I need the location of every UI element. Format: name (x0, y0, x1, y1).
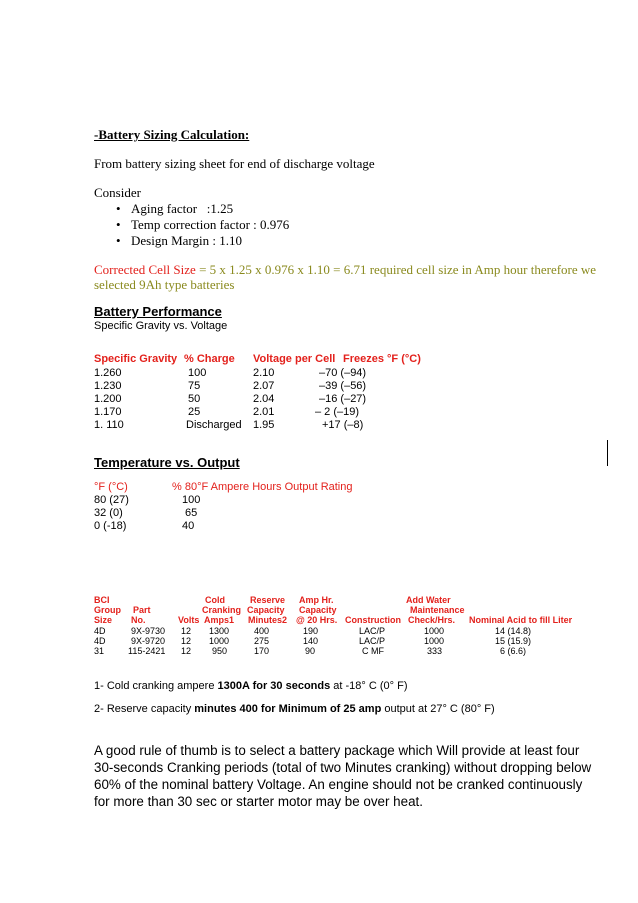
temperature-title: Temperature vs. Output (94, 455, 240, 470)
note2-text-b: minutes 400 for Minimum of 25 amp (194, 703, 382, 715)
bci-cell: 1000 (209, 636, 230, 646)
bci-header: Size (94, 615, 113, 625)
sizing-title: -Battery Sizing Calculation: (94, 127, 250, 142)
perf-header-charge: % Charge (184, 353, 235, 365)
perf-cell: 75 (188, 380, 201, 392)
factor-margin: Design Margin : 1.10 (131, 233, 242, 248)
bci-cell: 12 (181, 636, 192, 646)
bci-cell: 90 (305, 646, 316, 656)
perf-cell: 2.04 (253, 393, 275, 405)
perf-cell: 1. 110 (94, 419, 124, 431)
bci-header: Cold (205, 595, 225, 605)
note-reserve-capacity (94, 703, 495, 715)
bci-cell: C MF (362, 646, 384, 656)
bci-header: Nominal Acid to fill Liter (469, 615, 573, 625)
note1-text-b: 1300A for 30 seconds (217, 680, 331, 692)
bci-cell: 1300 (209, 626, 230, 636)
bci-header: @ 20 Hrs. (296, 615, 338, 625)
bci-cell: 15 (15.9) (495, 636, 532, 646)
perf-cell: 1.260 (94, 367, 122, 379)
bci-header: BCI (94, 595, 110, 605)
bci-cell: 1000 (424, 626, 445, 636)
temp-header-f: °F (°C) (94, 481, 128, 493)
perf-cell: Discharged (186, 419, 242, 431)
bci-header: Construction (345, 615, 401, 625)
bci-header: Group (94, 605, 121, 615)
perf-cell: +17 (–8) (322, 419, 364, 431)
perf-header-voltage: Voltage per Cell (253, 353, 336, 365)
perf-cell: 1.230 (94, 380, 122, 392)
temp-cell: 65 (185, 507, 198, 519)
bci-header: Add Water (406, 595, 451, 605)
perf-cell: 2.01 (253, 406, 275, 418)
bci-header: Capacity (247, 605, 285, 615)
perf-cell: –16 (–27) (319, 393, 367, 405)
corrected-formula: = 5 x 1.25 x 0.976 x 1.10 = 6.71 required cell size in Amp hour therefore we (195, 262, 597, 277)
bci-cell: 170 (254, 646, 270, 656)
performance-title: Battery Performance (94, 304, 222, 319)
bci-header: Amp Hr. (299, 595, 334, 605)
note2-text-a: 2- Reserve capacity (94, 703, 195, 715)
bci-header: Amps1 (204, 615, 235, 625)
temp-cell: 0 (-18) (94, 520, 127, 532)
bci-cell: 4D (94, 636, 106, 646)
bci-header: Part (133, 605, 151, 615)
margin-change-bar (607, 440, 608, 466)
bci-cell: 950 (212, 646, 228, 656)
bci-header: Volts (178, 615, 200, 625)
perf-cell: 1.170 (94, 406, 122, 418)
bci-cell: 1000 (424, 636, 445, 646)
bci-cell: 275 (254, 636, 270, 646)
corrected-line1 (94, 262, 596, 278)
corrected-label: Corrected Cell Size (94, 262, 196, 277)
note-cold-cranking (94, 680, 407, 692)
perf-cell: 2.10 (253, 367, 275, 379)
temp-cell: 80 (27) (94, 494, 129, 506)
bci-cell: LAC/P (359, 626, 386, 636)
bci-header: Cranking (202, 605, 242, 615)
perf-header-gravity: Specific Gravity (94, 353, 178, 365)
perf-cell: – 2 (–19) (315, 406, 360, 418)
temp-cell: 40 (182, 520, 195, 532)
rule-of-thumb-paragraph: A good rule of thumb is to select a battery package which Will provide at least four 30-seconds Cranking periods (total of two Minutes cranking) without dropping below 60% of the nominal battery Voltage. An engine should not be cranked continuously for more than 30 sec or starter motor may be over heat. (94, 743, 592, 809)
perf-cell: 100 (188, 367, 207, 379)
bci-header: Minutes2 (248, 615, 288, 625)
bci-header: Check/Hrs. (408, 615, 456, 625)
bci-cell: 6 (6.6) (500, 646, 527, 656)
perf-cell: 50 (188, 393, 201, 405)
bci-cell: 9X-9720 (131, 636, 166, 646)
note1-text-a: 1- Cold cranking ampere (94, 680, 218, 692)
perf-cell: 1.95 (253, 419, 275, 431)
temp-cell: 100 (182, 494, 201, 506)
bci-header: Maintenance (410, 605, 465, 615)
perf-header-freezes: Freezes °F (°C) (343, 353, 421, 365)
bci-cell: 190 (303, 626, 319, 636)
bci-cell: 115-2421 (128, 646, 166, 656)
bci-cell: 14 (14.8) (495, 626, 532, 636)
bci-header: No. (131, 615, 146, 625)
note1-text-c: at -18° C (0° F) (330, 680, 408, 692)
perf-cell: 25 (188, 406, 201, 418)
perf-cell: 1.200 (94, 393, 122, 405)
corrected-line2: selected 9Ah type batteries (94, 277, 235, 292)
consider-label: Consider (94, 185, 141, 200)
bci-header: Reserve (250, 595, 286, 605)
bullet-icon: • (116, 201, 121, 216)
bullet-icon: • (116, 233, 121, 248)
temp-cell: 32 (0) (94, 507, 123, 519)
note2-text-c: output at 27° C (80° F) (381, 703, 495, 715)
bullet-icon: • (116, 217, 121, 232)
bci-cell: 4D (94, 626, 106, 636)
bci-header: Capacity (299, 605, 337, 615)
temp-header-rating: % 80°F Ampere Hours Output Rating (172, 481, 353, 493)
perf-cell: 2.07 (253, 380, 275, 392)
perf-cell: –70 (–94) (319, 367, 367, 379)
bci-cell: 140 (303, 636, 319, 646)
bci-cell: 400 (254, 626, 270, 636)
bci-cell: 31 (94, 646, 105, 656)
performance-subtitle: Specific Gravity vs. Voltage (94, 320, 228, 332)
factor-temp: Temp correction factor : 0.976 (131, 217, 290, 232)
perf-cell: –39 (–56) (319, 380, 367, 392)
bci-cell: 333 (427, 646, 443, 656)
bci-cell: 12 (181, 626, 192, 636)
bci-cell: 12 (181, 646, 192, 656)
bci-cell: LAC/P (359, 636, 386, 646)
bci-cell: 9X-9730 (131, 626, 166, 636)
sizing-from-text: From battery sizing sheet for end of discharge voltage (94, 156, 375, 171)
factor-aging: Aging factor :1.25 (131, 201, 234, 216)
